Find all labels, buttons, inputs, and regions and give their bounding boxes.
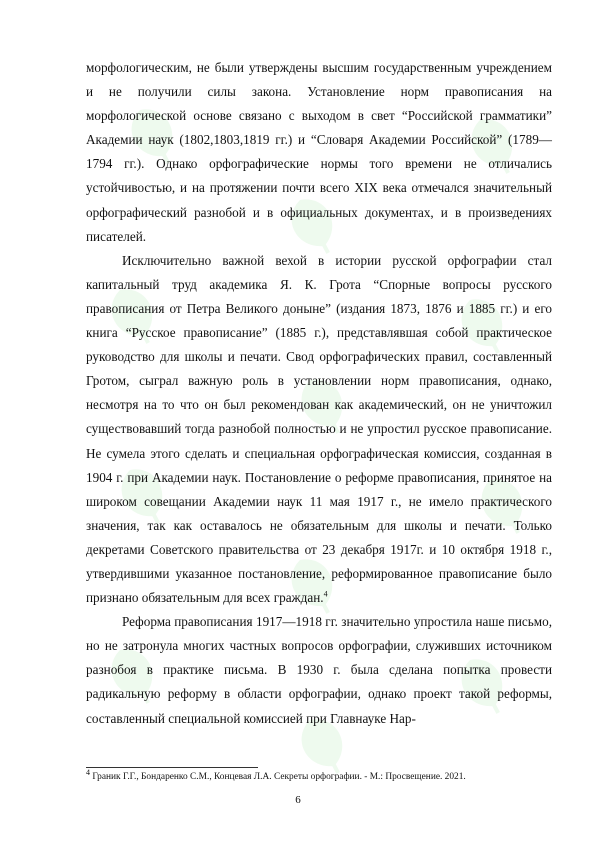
paragraph-3-text: Реформа правописания 1917—1918 гг. значительно упростила наше письмо, но не затронула многих частных вопросов орфографии, служивших источником разнобоя в практике письма. В 1930 г. была сделана попытка провести радикальную реформу в области орфографии, однако проект такой реформы, составленный специальной комиссией при Главнауке Нар- [86, 614, 552, 726]
paragraph-3 [86, 610, 552, 730]
footnote-text: Граник Г.Г., Бондаренко С.М., Концевая Л.А. Секреты орфографии. - М.: Просвещение. 2021. [90, 772, 466, 782]
footnote-reference[interactable]: 4 [323, 589, 328, 599]
paragraph-2 [86, 249, 552, 610]
footnote [86, 767, 552, 783]
page-number: 6 [295, 794, 301, 806]
paragraph-1-text: морфологическим, не были утверждены высшим государственным учреждением и не получили силы закона. Установление норм правописания на морфологической основе связано с выходом в свет “Российской грамматики” Академии наук (1802,1803,1819 гг.) и “Словаря Академии Российской” (1789—1794 гг.). Однако орфографические нормы того времени не отличались устойчивостью, и на протяжении почти всего XIX века отмечался значительный орфографический разнобой и в официальных документах, и в произведениях писателей. [86, 60, 552, 244]
body-text [86, 56, 552, 731]
footnote-marker: 4 [86, 767, 90, 777]
paragraph-1 [86, 56, 552, 249]
paragraph-2-text: Исключительно важной вехой в истории русской орфографии стал капитальный труд академика Я. К. Грота “Спорные вопросы русского правописания от Петра Великого доныне” (издания 1873, 1876 и 1885 гг.) и его книга “Русское правописание” (1885 г.), представлявшая собой практическое руководство для школы и печати. Свод орфографических правил, составленный Гротом, сыграл важную роль в установлении норм правописания, однако, несмотря на то что он был рекомендован как академический, он не уничтожил существовавший тогда разнобой полностью и не упростил русское правописание. Не сумела этого сделать и специальная орфографическая комиссия, созданная в 1904 г. при Академии наук. Постановление о реформе правописания, принятое на широком совещании Академии наук 11 мая 1917 г., не имело практического значения, так как оставалось не обязательным для школы и печати. Только декретами Советского правительства от 23 декабря 1917г. и 10 октября 1918 г., утвердившими указанное постановление, реформированное правописание было признано обязательным для всех граждан. [86, 252, 552, 606]
footnote-divider [86, 767, 258, 768]
